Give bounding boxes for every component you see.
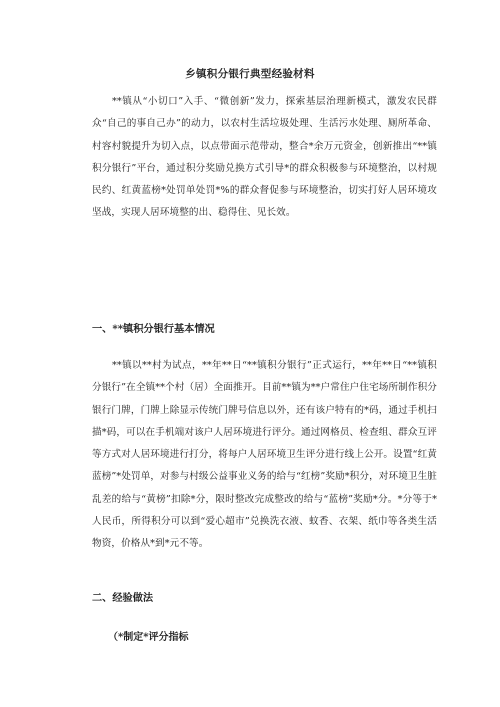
subsection-1-heading: （*制定*评分指标	[108, 632, 189, 643]
intro-paragraph: **镇从“小切口”入手、“微创新”发力，探索基层治理新模式，激发农民群众“自己的事自己办”的动力，以农村生活垃圾处理、生活污水处理、厕所革命、村容村貌提升为切入点，以点带面示范带动，整合*余万元资金，创新推出“**镇积分银行”平台，通过积分奖励兑换方式引导*的群众积极参与环境整治，以村规民约、红黄蓝榜*处罚单处罚*%的群众督促参与环境整治，切实打好人居环境攻坚战，实现人居环境整的出、稳得住、见长效。	[92, 96, 437, 219]
section-1-paragraph: **镇以**村为试点，**年**日“**镇积分银行”正式运行，**年**日“**镇积分银行”在全镇**个村（居）全面推开。目前**镇为**户常住户住宅场所制作积分银行门牌，门牌上除显示传统门牌号信息以外，还有该户特有的*码，通过手机扫描*码，可以在手机端对该户人居环境进行评分。通过网格员、检查组、群众互评等方式对人居环境进行打分，将每户人居环境卫生评分进行线上公开。设置“红黄蓝榜”*处罚单，对参与村级公益事业义务的给与“红榜”奖励*积分，对环境卫生脏乱差的给与“黄榜”扣除*分，限时整改完成整改的给与“蓝榜”奖励*分。*分等于*人民币，所得积分可以到“爱心超市”兑换洗衣液、蚊香、衣架、纸巾等各类生活物资，价格从*到*元不等。	[92, 360, 437, 550]
document-title: 乡镇积分银行典型经验材料	[185, 68, 315, 80]
section-2-heading: 二、经验做法	[92, 592, 154, 604]
section-1-heading: 一、**镇积分银行基本情况	[92, 323, 215, 335]
